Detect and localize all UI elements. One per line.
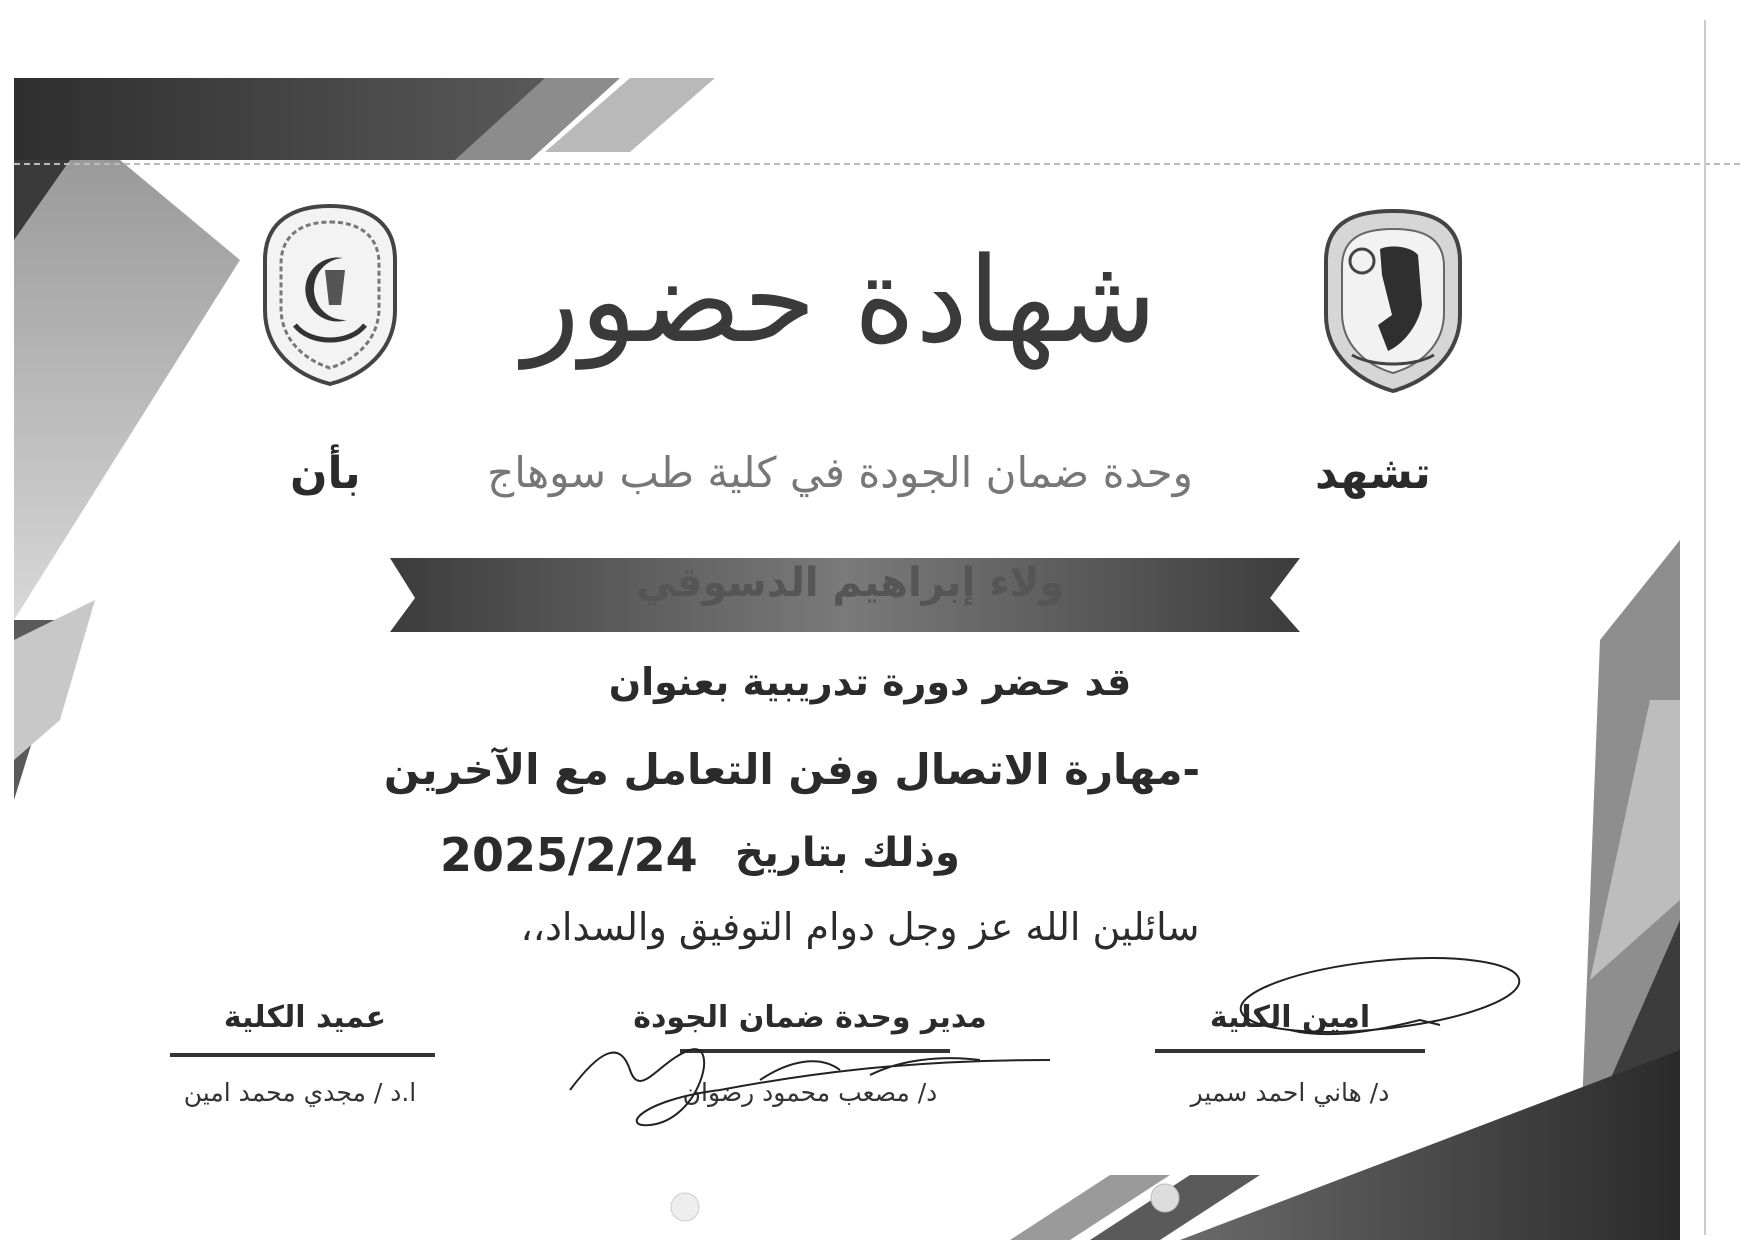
director-name: د/ مصعب محمود رضوان [682,1078,938,1107]
faculty-crescent-emblem [255,200,405,390]
dean-name: ا.د / مجدي محمد امين [183,1078,417,1107]
closing-wishes: سائلين الله عز وجل دوام التوفيق والسداد،، [520,905,1200,949]
course-title: -مهارة الاتصال وفن التعامل مع الآخرين [383,745,1200,794]
dean-signature-line [170,1053,435,1057]
scan-mark-2 [1151,1184,1179,1212]
that-word: بأن [290,448,361,499]
left-band [14,160,240,620]
recipient-name: ولاء إبراهيم الدسوقي [635,560,1065,606]
dean-title: عميد الكلية [223,1000,387,1035]
scan-mark-1 [671,1193,699,1221]
certifies-word: تشهد [1315,448,1431,499]
director-signature-line [680,1049,950,1053]
secretary-name: د/ هاني احمد سمير [1190,1078,1390,1107]
attended-statement: قد حضر دورة تدريبية بعنوان [608,660,1132,704]
secretary-signature-line [1155,1049,1425,1053]
date-label: وذلك بتاريخ [735,830,960,876]
certificate-title: شهادة حضور [522,231,1158,369]
director-title: مدير وحدة ضمان الجودة [633,1000,987,1035]
secretary-title: امين الكلية [1209,1000,1371,1035]
university-shield-emblem [1318,205,1468,395]
date-value: 2025/2/24 [440,828,698,882]
quality-unit-name: وحدة ضمان الجودة في كلية طب سوهاج [487,448,1193,497]
